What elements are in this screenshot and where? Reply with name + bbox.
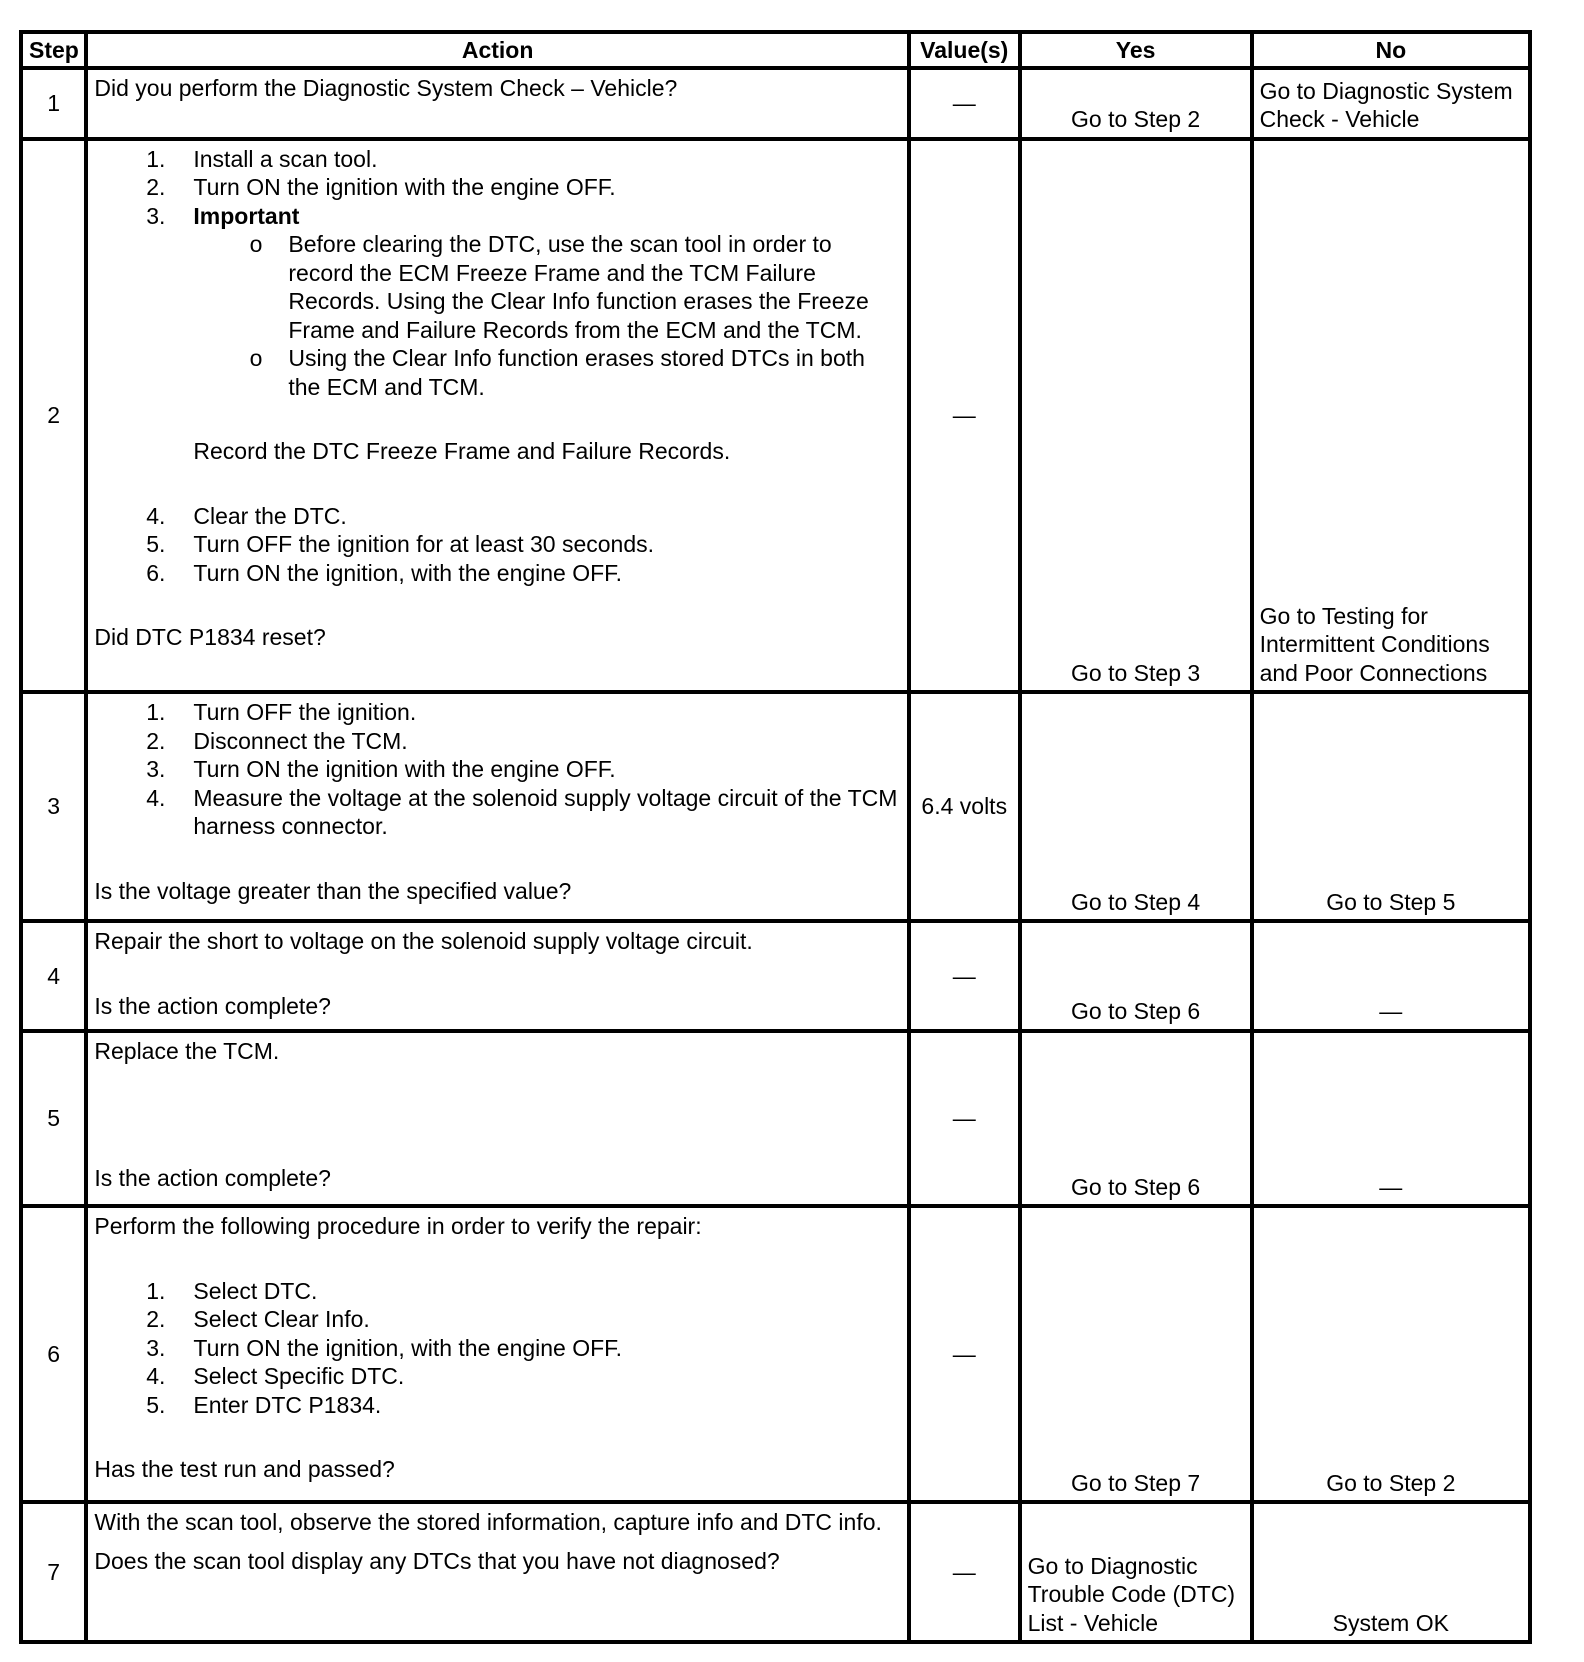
no-cell: Go to Diagnostic System Check - Vehicle	[1252, 68, 1530, 139]
value-cell: 6.4 volts	[909, 692, 1020, 921]
yes-cell: Go to Step 3	[1020, 139, 1252, 692]
step-number: 6	[21, 1206, 86, 1502]
action-question: Is the voltage greater than the specified value?	[94, 877, 572, 904]
value-cell: —	[909, 139, 1020, 692]
list-item: 2. Select Clear Info.	[146, 1306, 370, 1333]
action-intro: Replace the TCM.	[94, 1037, 280, 1064]
diagnostic-table	[19, 30, 1532, 1644]
list-item: 5. Turn OFF the ignition for at least 30 seconds.	[146, 531, 655, 558]
value-cell: —	[909, 921, 1020, 1031]
action-note: Record the DTC Freeze Frame and Failure Records.	[193, 438, 731, 465]
step-number: 2	[21, 139, 86, 692]
step-number: 7	[21, 1502, 86, 1642]
header-no: No	[1252, 32, 1530, 68]
list-item: 5. Enter DTC P1834.	[146, 1391, 382, 1418]
action-cell	[86, 1031, 909, 1206]
step-number: 5	[21, 1031, 86, 1206]
list-item: 4. Select Specific DTC.	[146, 1363, 405, 1390]
list-item: 3. Turn ON the ignition, with the engine OFF.	[146, 1334, 623, 1361]
value-cell: —	[909, 68, 1020, 139]
table-row	[21, 1031, 1530, 1206]
header-values: Value(s)	[909, 32, 1020, 68]
action-cell	[86, 1502, 909, 1642]
list-item: 4. Clear the DTC.	[146, 502, 347, 529]
yes-cell: Go to Step 6	[1020, 1031, 1252, 1206]
action-question: Did DTC P1834 reset?	[94, 624, 326, 651]
action-question: Does the scan tool display any DTCs that you have not diagnosed?	[94, 1547, 780, 1574]
action-cell	[86, 68, 909, 139]
list-item: 4. Measure the voltage at the solenoid supply voltage circuit of the TCM harness connector.	[146, 784, 898, 840]
table-row	[21, 68, 1530, 139]
important-label: Important	[193, 202, 300, 229]
table-row	[21, 921, 1530, 1031]
header-action: Action	[86, 32, 909, 68]
numbered-list	[94, 502, 901, 588]
action-cell	[86, 921, 909, 1031]
list-item: 1. Select DTC.	[146, 1277, 318, 1304]
list-item: 1. Install a scan tool.	[146, 145, 378, 172]
table-row	[21, 1206, 1530, 1502]
action-cell	[86, 692, 909, 921]
value-cell: —	[909, 1031, 1020, 1206]
action-question: Is the action complete?	[94, 1165, 331, 1192]
yes-cell: Go to Step 4	[1020, 692, 1252, 921]
list-item: 2. Turn ON the ignition with the engine OFF.	[146, 174, 616, 201]
numbered-list	[94, 698, 901, 841]
yes-cell: Go to Step 6	[1020, 921, 1252, 1031]
action-intro: With the scan tool, observe the stored information, capture info and DTC info.	[94, 1509, 882, 1536]
step-number: 1	[21, 68, 86, 139]
numbered-list	[94, 1277, 901, 1420]
list-item: 3. Turn ON the ignition with the engine OFF.	[146, 756, 616, 783]
no-cell: Go to Step 5	[1252, 692, 1530, 921]
list-item: 6. Turn ON the ignition, with the engine OFF.	[146, 559, 623, 586]
no-cell: System OK	[1252, 1502, 1530, 1642]
list-item: o Before clearing the DTC, use the scan tool in order to record the ECM Freeze Frame and the TCM Failure Records. Using the Clear Info function erases the Freeze Frame and Failure Records from the ECM and the TCM.	[249, 231, 869, 343]
no-cell: Go to Step 2	[1252, 1206, 1530, 1502]
no-cell: Go to Testing for Intermittent Conditions and Poor Connections	[1252, 139, 1530, 692]
list-item: 2. Disconnect the TCM.	[146, 727, 408, 754]
header-yes: Yes	[1020, 32, 1252, 68]
action-question: Is the action complete?	[94, 992, 331, 1019]
table-row	[21, 139, 1530, 692]
important-bullets	[94, 230, 901, 401]
action-question: Has the test run and passed?	[94, 1456, 395, 1483]
yes-cell: Go to Diagnostic Trouble Code (DTC) List - Vehicle	[1020, 1502, 1252, 1642]
header-row	[21, 32, 1530, 68]
action-intro: Repair the short to voltage on the solenoid supply voltage circuit.	[94, 928, 753, 955]
value-cell: —	[909, 1206, 1020, 1502]
header-step: Step	[21, 32, 86, 68]
list-item: 3. Important	[94, 202, 901, 231]
yes-cell: Go to Step 2	[1020, 68, 1252, 139]
step-number: 3	[21, 692, 86, 921]
yes-cell: Go to Step 7	[1020, 1206, 1252, 1502]
action-cell	[86, 1206, 909, 1502]
no-cell: —	[1252, 921, 1530, 1031]
list-item: o Using the Clear Info function erases stored DTCs in both the ECM and TCM.	[249, 345, 865, 400]
action-question: Did you perform the Diagnostic System Check – Vehicle?	[94, 75, 678, 101]
action-intro: Perform the following procedure in order to verify the repair:	[94, 1213, 702, 1240]
numbered-list	[94, 145, 901, 231]
step-number: 4	[21, 921, 86, 1031]
list-item: 1. Turn OFF the ignition.	[146, 699, 417, 726]
no-cell: —	[1252, 1031, 1530, 1206]
value-cell: —	[909, 1502, 1020, 1642]
action-cell	[86, 139, 909, 692]
table-row	[21, 1502, 1530, 1642]
table-row	[21, 692, 1530, 921]
